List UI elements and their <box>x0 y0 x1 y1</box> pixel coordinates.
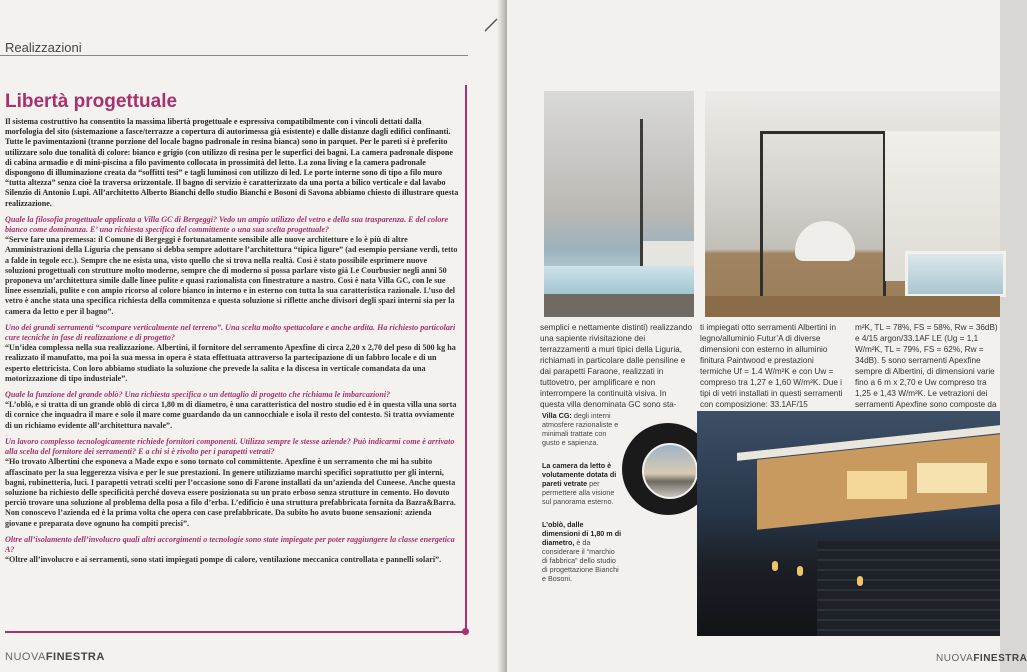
question-4: Un lavoro complesso tecnologicamente richiede fornitori componenti. Utilizza sempre le stesse aziende? Può indicarmi come è arrivato alla scelta del fornitore dei serramenti? E a chi si è rivolto per i parapetti vetrati? <box>5 436 455 457</box>
question-1: Quale la filosofia progettuale applicata a Villa GC di Bergeggi? Vedo un ampio utilizzo del vetro e della sua trasparenza. E del colore bianco come dominanza. E’ una richiesta specifica del committente o una sua scelta progettuale? <box>5 214 449 235</box>
text-column-3 <box>855 322 1000 421</box>
caption-1-bold: Villa CG: <box>542 411 572 420</box>
text-column-2 <box>700 322 845 421</box>
left-page <box>0 0 505 672</box>
footer-brand-light: NUOVA <box>5 651 46 663</box>
footer-brand-bold-r: FINESTRA <box>973 653 1027 664</box>
caption-2-text: per permettere alla visione sul panorama esterno. <box>542 479 615 506</box>
answer-5: “Oltre all’involucro e ai serramenti, sono stati impiegati pompe di calore, ventilazione meccanica controllata e pannelli solari”. <box>5 555 442 565</box>
question-2: Uno dei grandi serramenti “scompare verticalmente nel terreno”. Una scelta molto spettacolare e anche ardita. Ha richiesto particolari cure tecniche in fase di realizzazione e di progetto? <box>5 322 456 343</box>
photo1-pool <box>544 266 694 296</box>
photo1-view <box>640 241 694 266</box>
caption-1-text: degli interni atmosfere razionaliste e minimali trattate con gusto e sapienza. <box>542 411 619 447</box>
intro-text: Il sistema costruttivo ha consentito la massima libertà progettuale e espressiva compatibilmente con i vincoli dettati dalla morfologia del sito (sistemazione a fasce/terrazze a copertura di autorimessa già esistente) e dalle distanze dagli edifici confinanti. <box>5 117 451 137</box>
footer-brand-right <box>936 653 1027 664</box>
footer-brand-left <box>5 651 105 663</box>
photo3-window-1 <box>847 471 907 499</box>
answer-1: “Serve fare una premessa: il Comune di Bergeggi è fortunatamente sensibile alle nuove architetture e lo è più di altre Amministrazioni della Liguria che pensano si debba sempre adottare l’architettura “tipica ligure” (ad esempio persiane verdi, tetto a falde in tegole ecc.). Sempre che ne esista una, visto quello che si trova nella realtà. Così è stato possibile esprimere nuove soluzioni progettuali con strutture molto moderne, sempre che di moderno si possa parlare visto già Le Courbusier negli anni 50 proponeva un’architettura simile dalle linee pulite e quasi razionalista con finestrature a nastro. Così è nata Villa GC, con le sue linee essenziali, pulite e con ampio ricorso al colore bianco in interno e in esterno con tutta la sua caratteristica razionale. L’uso del vetro è anche stata una specifica richiesta della commitenza e questa soluzione si riflette anche divisori degli spazi interni sia per la camera da letto e per il bagno”. <box>5 235 458 316</box>
photo3-lamp <box>772 561 778 571</box>
footer-brand-light-r: NUOVA <box>936 653 974 664</box>
article-box <box>5 85 467 633</box>
caption-2 <box>542 461 622 506</box>
answer-2: “Un’idea complessa nella sua realizzazione. Albertini, il fornitore del serramento Apexfine di circa 2,20 x 2,70 del peso di 500 kg ha realizzato il manufatto, ma poi la sua messa in opera è stata effettuata attraverso la partecipazione di un fabbro locale e di un esperto elettricista. Con loro abbiamo studiato la soluzione che prevede la salita e la discesa in verticale comandata da una motorizzazione di tipo industriale”. <box>5 343 456 383</box>
caption-3-bold: L’oblò, dalle dimensioni di 1,80 m di diametro, <box>542 520 622 547</box>
answer-3: “L’oblò, e si tratta di un grande oblò di circa 1,80 m di diametro, è una caratteristica del nostro studio ed è in questa villa una sorta di cornice che inquadra il mare e solo il mare come guardando da un cannocchiale e isola il resto del contesto. Si tratta ovviamente di un richiamo evidente all’architettura navale”. <box>5 400 457 430</box>
col1-text: semplici e nettamente distinti) realizzando una sapiente rivisitazione dei terrazzamenti a muri tipici della Liguria, richiamati in particolare dalle pensiline e dai parapetti Faraone, realizzati in tuttovetro, per amplificare e non interrompere la continuità visiva. In questa villa denominata GC sono sta- <box>540 323 692 409</box>
answer-4: “Ho trovato Albertini che esponeva a Made expo e sono tornato col committente. Apexfine è un serramento che mi ha subito affascinato per la sua leggerezza visiva e per le sue prestazioni. In genere utilizziamo marchi specifici soprattutto per gli interni, bagni, rubinetteria, luci. I parapetti vetrati scelti per l’occasione sono di Farone installati da un’azienda del Cuneese. Anche questa soluzione ha richiesto delle specificità perché doveva essere posizionata su un prato erboso senza strutture in cemento. Ho dovuto perciò trovare una soluzione al problema della posa a filo d’erba. L’edificio è una struttura prefabbricata fornita da Bazra&Barra. Non conoscevo l’azienda ed è la prima volta che opera con case prefabbricate. Da subito ho avuto buone sensazioni: azienda giovane e preparata dove ognuno ha compiti precisi”. <box>5 457 456 528</box>
qa-block-2 <box>5 323 459 384</box>
qa-block-1 <box>5 215 459 317</box>
photo1-window-frame <box>544 119 643 272</box>
pen-mark-icon <box>484 18 498 32</box>
question-5: Oltre all’isolamento dell’involucro quali altri accorgimenti o tecnologie sono state impiegate per poter raggiungere la classe energetica A? <box>5 534 455 554</box>
article-body <box>5 117 459 571</box>
interior-pool-photo <box>544 91 694 317</box>
photo3-lamp <box>797 566 803 576</box>
porthole-sea-view <box>642 443 698 499</box>
text-column-1 <box>540 322 692 410</box>
footer-brand-bold: FINESTRA <box>45 651 105 663</box>
col3-text: m²K, TL = 78%, FS = 58%, Rw = 36dB) e 4/15 argon/33.1AF LE (Ug = 1,1 W/m²K, TL = 79%, FS = 62%, Rw = 34dB). 5 sono serramenti Apexfine sempre di Albertini, di dimensioni varie fino a 6 m x 2,70 e Uw compreso tra 1,25 e 1,43 W/m²K. Le vetrazioni dei serramenti Apexfine sono composte da <box>855 323 998 409</box>
photo2-glass-frame <box>760 131 886 307</box>
col2-text: ti impiegati otto serramenti Albertini in legno/alluminio Futur’A di diverse dimensioni con esterno in alluminio finitura Paintwood e prestazioni termiche Uf = 1.4 W/m²K e con Uw = compreso tra 1,27 e 1,60 W/m²K. Due i tipi di vetri installati in questi serramenti con composizione: 33.1AF/15 <box>700 323 843 409</box>
qa-block-4 <box>5 437 459 529</box>
photo2-tub <box>905 251 1006 297</box>
question-3: Quale la funzione del grande oblò? Una richiesta specifica o un dettaglio di progetto che richiama le imbarcazioni? <box>5 390 391 400</box>
article-title: Libertà progettuale <box>5 91 178 112</box>
photo3-lamp <box>857 576 863 586</box>
caption-3 <box>542 520 622 583</box>
caption-2-bold: La camera da letto è volutamente dotata di pareti vetrate <box>542 461 617 488</box>
section-rule <box>0 55 468 56</box>
photo1-deck <box>544 294 694 317</box>
photo3-steps <box>817 541 1000 636</box>
caption-1 <box>542 411 622 447</box>
photo3-window-2 <box>917 463 987 493</box>
section-tag: Realizzazioni <box>5 40 82 55</box>
bedroom-glass-photo <box>705 91 1000 317</box>
intro-paragraph <box>5 117 459 209</box>
qa-block-5 <box>5 535 459 566</box>
photo2-floor <box>705 296 1000 317</box>
qa-block-3 <box>5 390 459 431</box>
villa-night-photo <box>697 411 1000 636</box>
box-corner-dot <box>462 628 469 635</box>
intro-text-2: Tutte le pavimentazioni (tranne porzione del locale bagno padronale in resina bianca) sono in parquet. Per le pareti si è preferito utilizzare solo due tonalità di colore: bianco e grigio (con utilizzo di resina per le superfici dei bagni. La camera padronale dispone di cabina armadio e di mini-piscina a filo pavimento collocata in prossimità del letto. La zona living e la camera padronale dispongono di illuminazione creata da “soffitti tesi” e tagli luminosi con utilizzo di led. Le porte interne sono di tipo a filo muro “tutta altezza” senza cioè la traversa orizzontale. Il bagno di servizio è caratterizzato da una porta a bilico verticale e dal lavabo Silenzio di Antonio Lupi. All’architetto Alberto Bianchi dello studio Bianchi e Bosoni di Savona abbiamo chiesto di illustrare questa realizzazione. <box>5 137 459 208</box>
caption-3-text: è da considerare il “marchio di fabbrica” dello studio di progettazione Bianchi e Bosoni. <box>542 538 619 583</box>
